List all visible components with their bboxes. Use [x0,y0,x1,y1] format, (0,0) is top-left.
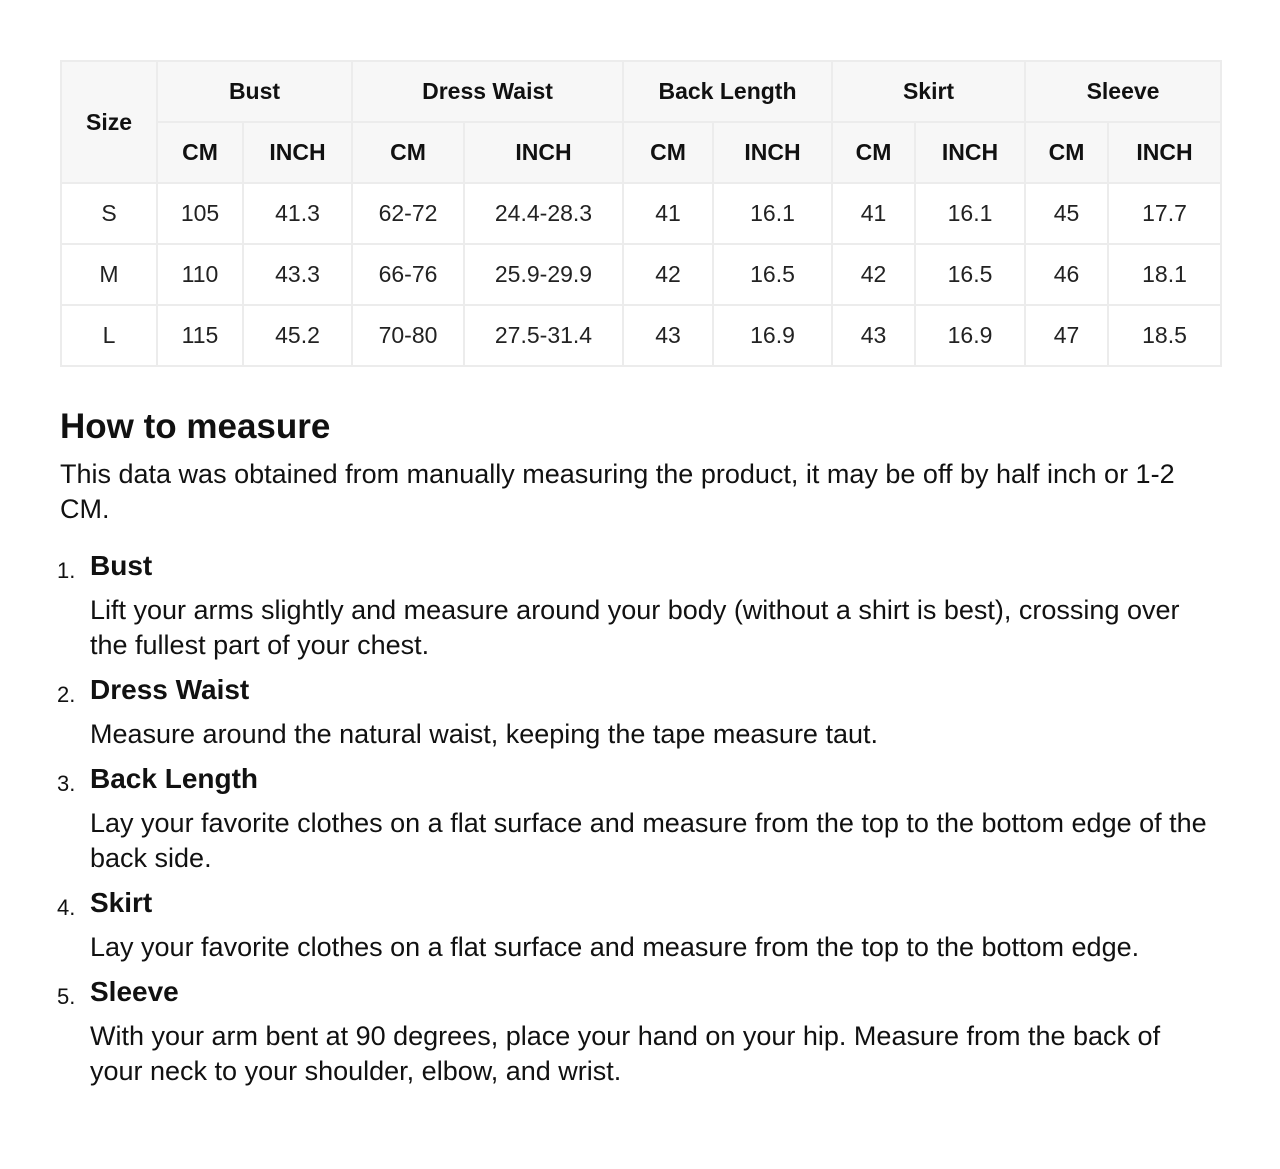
table-cell: 25.9-29.9 [464,244,623,305]
list-item [57,673,1220,752]
size-guide [57,60,1220,1099]
table-cell: 42 [623,244,713,305]
table-cell: 24.4-28.3 [464,183,623,244]
step-number: 2. [57,682,76,707]
unit-header-cm: CM [352,122,464,183]
step-description: Lay your favorite clothes on a flat surface and measure from the top to the bottom edge of the back side. [90,808,1207,873]
list-item [57,549,1220,663]
step-number: 4. [57,895,76,920]
table-cell: 115 [157,305,243,366]
list-item [57,886,1220,965]
how-to-measure-intro: This data was obtained from manually measuring the product, it may be off by half inch or 1-2 CM. [60,459,1175,524]
table-cell: 16.1 [915,183,1025,244]
list-item [57,762,1220,876]
step-description: Lay your favorite clothes on a flat surface and measure from the top to the bottom edge. [90,932,1140,962]
step-number: 5. [57,984,76,1009]
list-item [57,975,1220,1089]
step-description: Lift your arms slightly and measure around your body (without a shirt is best), crossing over the fullest part of your chest. [90,595,1180,660]
table-cell: 62-72 [352,183,464,244]
table-cell: 18.1 [1108,244,1221,305]
table-cell: 66-76 [352,244,464,305]
table-cell: 47 [1025,305,1108,366]
table-cell: 45.2 [243,305,352,366]
step-title: Bust [90,550,153,581]
table-cell: 16.9 [713,305,832,366]
step-title: Skirt [90,887,153,918]
table-cell: 41.3 [243,183,352,244]
table-cell: 105 [157,183,243,244]
table-cell: 16.1 [713,183,832,244]
step-title: Sleeve [90,976,179,1007]
table-cell: 41 [832,183,915,244]
table-row [61,244,1221,305]
unit-header-cm: CM [623,122,713,183]
table-cell: 41 [623,183,713,244]
sleeve-group-header: Sleeve [1025,61,1221,122]
table-cell: 16.5 [915,244,1025,305]
table-group-header-row [61,61,1221,122]
dress-waist-group-header: Dress Waist [352,61,623,122]
table-cell: 16.5 [713,244,832,305]
unit-header-inch: INCH [1108,122,1221,183]
table-cell: 46 [1025,244,1108,305]
step-description: With your arm bent at 90 degrees, place your hand on your hip. Measure from the back of your neck to your shoulder, elbow, and wrist. [90,1021,1161,1086]
size-chart-table [60,60,1222,367]
table-cell: 17.7 [1108,183,1221,244]
how-to-measure-title: How to measure [60,407,331,446]
table-cell: 110 [157,244,243,305]
unit-header-cm: CM [832,122,915,183]
step-number: 1. [57,558,76,583]
step-title: Dress Waist [90,674,250,705]
size-cell: M [61,244,157,305]
unit-header-cm: CM [1025,122,1108,183]
unit-header-inch: INCH [713,122,832,183]
unit-header-inch: INCH [915,122,1025,183]
back-length-group-header: Back Length [623,61,832,122]
table-row [61,183,1221,244]
bust-group-header: Bust [157,61,352,122]
size-cell: S [61,183,157,244]
table-cell: 70-80 [352,305,464,366]
unit-header-inch: INCH [243,122,352,183]
unit-header-inch: INCH [464,122,623,183]
measure-steps-list [57,549,1220,1089]
step-number: 3. [57,771,76,796]
table-cell: 45 [1025,183,1108,244]
unit-header-cm: CM [157,122,243,183]
table-cell: 42 [832,244,915,305]
table-cell: 18.5 [1108,305,1221,366]
table-cell: 27.5-31.4 [464,305,623,366]
step-title: Back Length [90,763,259,794]
skirt-group-header: Skirt [832,61,1025,122]
table-row [61,305,1221,366]
table-cell: 43.3 [243,244,352,305]
size-cell: L [61,305,157,366]
table-cell: 43 [832,305,915,366]
size-column-header: Size [61,61,157,183]
table-cell: 43 [623,305,713,366]
table-cell: 16.9 [915,305,1025,366]
table-unit-header-row [61,122,1221,183]
step-description: Measure around the natural waist, keeping the tape measure taut. [90,719,878,749]
